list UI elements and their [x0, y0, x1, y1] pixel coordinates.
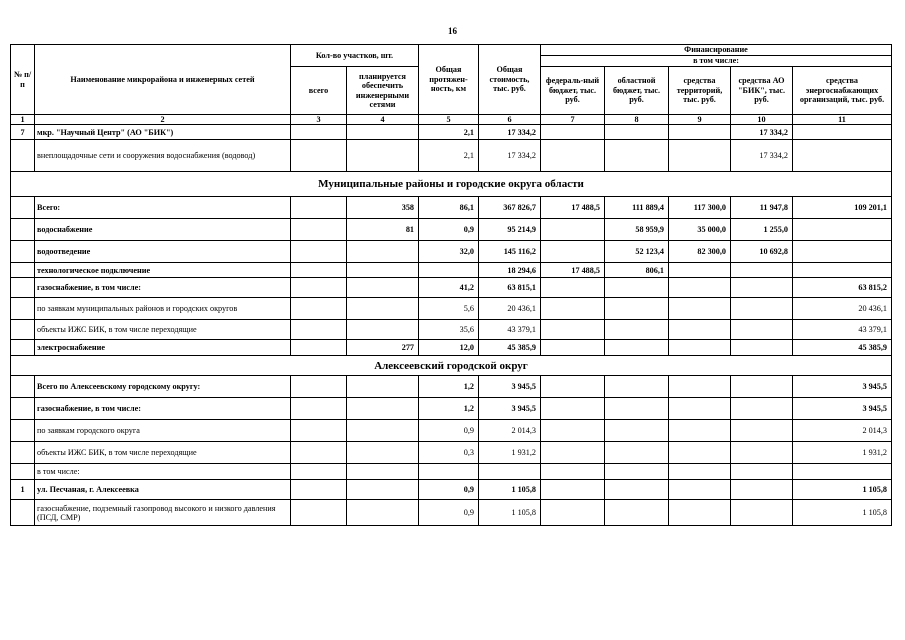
page-number: 16: [448, 26, 457, 36]
cell-length: [419, 263, 479, 278]
cell-total: [291, 263, 347, 278]
header-territory: средства территорий, тыс. руб.: [669, 67, 731, 115]
table-row: [11, 420, 892, 442]
cell-territory: [669, 480, 731, 500]
cell-length: 32,0: [419, 241, 479, 263]
cell-planned: [347, 278, 419, 298]
cell-length: 2,1: [419, 140, 479, 172]
cell-length: 2,1: [419, 125, 479, 140]
cell-bik: [731, 398, 793, 420]
table-row: [11, 376, 892, 398]
cell-territory: 35 000,0: [669, 219, 731, 241]
cell-regional: 52 123,4: [605, 241, 669, 263]
cell-length: 1,2: [419, 376, 479, 398]
cell-length: 5,6: [419, 298, 479, 320]
row-name: по заявкам городского округа: [35, 420, 291, 442]
header-no: № п/п: [11, 45, 35, 115]
column-number: 3: [291, 115, 347, 125]
row-name: Всего:: [35, 197, 291, 219]
cell-total: [291, 219, 347, 241]
column-number: 2: [35, 115, 291, 125]
cell-energy: 1 105,8: [793, 480, 892, 500]
cell-regional: [605, 125, 669, 140]
row-name: водоснабжение: [35, 219, 291, 241]
header-sections-count: Кол-во участков, шт.: [291, 45, 419, 67]
cell-cost: 95 214,9: [479, 219, 541, 241]
cell-territory: [669, 263, 731, 278]
row-number: [11, 340, 35, 356]
cell-planned: [347, 320, 419, 340]
row-number: 1: [11, 480, 35, 500]
cell-federal: [541, 278, 605, 298]
row-number: 7: [11, 125, 35, 140]
cell-territory: 117 300,0: [669, 197, 731, 219]
cell-energy: 20 436,1: [793, 298, 892, 320]
cell-cost: 3 945,5: [479, 376, 541, 398]
cell-federal: [541, 140, 605, 172]
cell-energy: 63 815,2: [793, 278, 892, 298]
cell-regional: [605, 376, 669, 398]
row-name: мкр. "Научный Центр" (АО "БИК"): [35, 125, 291, 140]
cell-planned: [347, 464, 419, 480]
cell-planned: [347, 480, 419, 500]
cell-federal: [541, 480, 605, 500]
cell-cost: 145 116,2: [479, 241, 541, 263]
cell-cost: 2 014,3: [479, 420, 541, 442]
header-name: Наименование микрорайона и инженерных сетей: [35, 45, 291, 115]
cell-federal: 17 488,5: [541, 263, 605, 278]
cell-total: [291, 376, 347, 398]
column-number: 7: [541, 115, 605, 125]
cell-territory: [669, 500, 731, 526]
cell-bik: [731, 340, 793, 356]
cell-regional: 806,1: [605, 263, 669, 278]
column-number: 1: [11, 115, 35, 125]
cell-energy: 1 931,2: [793, 442, 892, 464]
cell-planned: 277: [347, 340, 419, 356]
section-title: Муниципальные районы и городские округа области: [11, 172, 892, 197]
header-regional: областной бюджет, тыс. руб.: [605, 67, 669, 115]
row-name: газоснабжение, в том числе:: [35, 398, 291, 420]
cell-bik: [731, 442, 793, 464]
cell-energy: 43 379,1: [793, 320, 892, 340]
row-number: [11, 219, 35, 241]
cell-bik: [731, 263, 793, 278]
cell-federal: [541, 298, 605, 320]
cell-federal: [541, 420, 605, 442]
cell-territory: [669, 420, 731, 442]
cell-bik: [731, 480, 793, 500]
cell-federal: [541, 241, 605, 263]
table-row: [11, 320, 892, 340]
cell-regional: [605, 464, 669, 480]
cell-territory: [669, 398, 731, 420]
cell-total: [291, 140, 347, 172]
cell-energy: 2 014,3: [793, 420, 892, 442]
cell-bik: 17 334,2: [731, 140, 793, 172]
cell-total: [291, 480, 347, 500]
cell-length: 41,2: [419, 278, 479, 298]
cell-bik: [731, 376, 793, 398]
row-number: [11, 376, 35, 398]
cell-cost: 20 436,1: [479, 298, 541, 320]
cell-federal: 17 488,5: [541, 197, 605, 219]
table-row: [11, 464, 892, 480]
row-name: электроснабжение: [35, 340, 291, 356]
cell-planned: 81: [347, 219, 419, 241]
header-energy: средства энергоснабжающих организаций, тыс. руб.: [793, 67, 892, 115]
cell-cost: 1 931,2: [479, 442, 541, 464]
cell-federal: [541, 442, 605, 464]
row-name: в том числе:: [35, 464, 291, 480]
cell-energy: 45 385,9: [793, 340, 892, 356]
cell-bik: [731, 420, 793, 442]
cell-federal: [541, 376, 605, 398]
cell-federal: [541, 398, 605, 420]
cell-planned: [347, 420, 419, 442]
table-row: [11, 263, 892, 278]
table-row: [11, 219, 892, 241]
cell-territory: [669, 125, 731, 140]
cell-bik: 10 692,8: [731, 241, 793, 263]
row-number: [11, 500, 35, 526]
cell-length: 86,1: [419, 197, 479, 219]
row-number: [11, 464, 35, 480]
cell-territory: [669, 340, 731, 356]
cell-total: [291, 398, 347, 420]
header-cost: Общая стоимость, тыс. руб.: [479, 45, 541, 115]
row-number: [11, 278, 35, 298]
cell-territory: [669, 376, 731, 398]
cell-federal: [541, 464, 605, 480]
row-name: объекты ИЖС БИК, в том числе переходящие: [35, 442, 291, 464]
cell-planned: 358: [347, 197, 419, 219]
cell-energy: [793, 464, 892, 480]
cell-bik: [731, 464, 793, 480]
cell-total: [291, 500, 347, 526]
row-name: технологическое подключение: [35, 263, 291, 278]
cell-total: [291, 125, 347, 140]
cell-energy: 3 945,5: [793, 398, 892, 420]
header-federal: федераль-ный бюджет, тыс. руб.: [541, 67, 605, 115]
column-number: 9: [669, 115, 731, 125]
cell-energy: [793, 125, 892, 140]
cell-planned: [347, 263, 419, 278]
cell-cost: 3 945,5: [479, 398, 541, 420]
cell-bik: [731, 298, 793, 320]
cell-total: [291, 197, 347, 219]
cell-territory: [669, 278, 731, 298]
cell-length: 0,9: [419, 420, 479, 442]
cell-planned: [347, 442, 419, 464]
cell-length: 12,0: [419, 340, 479, 356]
cell-total: [291, 420, 347, 442]
cell-length: 0,3: [419, 442, 479, 464]
table-row: [11, 278, 892, 298]
cell-planned: [347, 298, 419, 320]
row-name: ул. Песчаная, г. Алексеевка: [35, 480, 291, 500]
column-number: 8: [605, 115, 669, 125]
cell-federal: [541, 125, 605, 140]
cell-bik: [731, 320, 793, 340]
cell-territory: [669, 298, 731, 320]
cell-bik: [731, 500, 793, 526]
row-name: по заявкам муниципальных районов и городских округов: [35, 298, 291, 320]
row-number: [11, 442, 35, 464]
cell-cost: 367 826,7: [479, 197, 541, 219]
cell-energy: [793, 263, 892, 278]
header-financing: Финансирование: [541, 45, 892, 56]
cell-territory: [669, 464, 731, 480]
column-number: 4: [347, 115, 419, 125]
cell-regional: [605, 320, 669, 340]
cell-cost: 18 294,6: [479, 263, 541, 278]
cell-territory: [669, 320, 731, 340]
cell-regional: [605, 500, 669, 526]
table-row: [11, 480, 892, 500]
cell-federal: [541, 219, 605, 241]
cell-territory: [669, 140, 731, 172]
cell-length: 0,9: [419, 219, 479, 241]
cell-federal: [541, 340, 605, 356]
cell-energy: 3 945,5: [793, 376, 892, 398]
column-number: 11: [793, 115, 892, 125]
cell-bik: [731, 278, 793, 298]
header-length: Общая протяжен-ность, км: [419, 45, 479, 115]
cell-cost: 63 815,1: [479, 278, 541, 298]
row-name: внеплощадочные сети и сооружения водоснабжения (водовод): [35, 140, 291, 172]
cell-regional: [605, 278, 669, 298]
row-name: объекты ИЖС БИК, в том числе переходящие: [35, 320, 291, 340]
cell-planned: [347, 398, 419, 420]
cell-length: [419, 464, 479, 480]
cell-total: [291, 464, 347, 480]
cell-planned: [347, 376, 419, 398]
cell-regional: [605, 480, 669, 500]
cell-planned: [347, 241, 419, 263]
table-row: [11, 125, 892, 140]
row-name: газоснабжение, в том числе:: [35, 278, 291, 298]
cell-total: [291, 241, 347, 263]
financing-table: [10, 44, 892, 526]
row-number: [11, 398, 35, 420]
cell-regional: 111 889,4: [605, 197, 669, 219]
table-row: [11, 298, 892, 320]
cell-planned: [347, 140, 419, 172]
cell-energy: [793, 241, 892, 263]
cell-federal: [541, 500, 605, 526]
cell-length: 35,6: [419, 320, 479, 340]
cell-bik: 1 255,0: [731, 219, 793, 241]
cell-bik: 17 334,2: [731, 125, 793, 140]
header-bik: средства АО "БИК", тыс. руб.: [731, 67, 793, 115]
table-row: [11, 340, 892, 356]
cell-bik: 11 947,8: [731, 197, 793, 219]
cell-cost: 1 105,8: [479, 480, 541, 500]
cell-energy: 109 201,1: [793, 197, 892, 219]
cell-total: [291, 298, 347, 320]
table-row: [11, 398, 892, 420]
cell-length: 1,2: [419, 398, 479, 420]
cell-federal: [541, 320, 605, 340]
row-number: [11, 197, 35, 219]
cell-total: [291, 278, 347, 298]
cell-total: [291, 320, 347, 340]
cell-length: 0,9: [419, 480, 479, 500]
cell-total: [291, 340, 347, 356]
header-including: в том числе:: [541, 56, 892, 67]
cell-cost: 43 379,1: [479, 320, 541, 340]
row-name: водоотведение: [35, 241, 291, 263]
row-number: [11, 140, 35, 172]
cell-cost: 1 105,8: [479, 500, 541, 526]
cell-regional: [605, 298, 669, 320]
cell-regional: [605, 340, 669, 356]
cell-cost: 17 334,2: [479, 140, 541, 172]
cell-territory: 82 300,0: [669, 241, 731, 263]
cell-regional: [605, 140, 669, 172]
column-number: 10: [731, 115, 793, 125]
row-number: [11, 241, 35, 263]
table-row: [11, 197, 892, 219]
row-number: [11, 320, 35, 340]
table-row: [11, 241, 892, 263]
header-total: всего: [291, 67, 347, 115]
cell-planned: [347, 125, 419, 140]
cell-regional: [605, 398, 669, 420]
cell-energy: 1 105,8: [793, 500, 892, 526]
cell-cost: 17 334,2: [479, 125, 541, 140]
cell-planned: [347, 500, 419, 526]
table-row: [11, 500, 892, 526]
column-number: 5: [419, 115, 479, 125]
cell-energy: [793, 219, 892, 241]
cell-cost: [479, 464, 541, 480]
cell-regional: 58 959,9: [605, 219, 669, 241]
cell-regional: [605, 420, 669, 442]
table-row: [11, 442, 892, 464]
cell-total: [291, 442, 347, 464]
cell-territory: [669, 442, 731, 464]
cell-regional: [605, 442, 669, 464]
table-row: [11, 140, 892, 172]
header-planned: планируется обеспечить инженерными сетями: [347, 67, 419, 115]
row-number: [11, 420, 35, 442]
row-name: Всего по Алексеевскому городскому округу:: [35, 376, 291, 398]
cell-cost: 45 385,9: [479, 340, 541, 356]
row-number: [11, 263, 35, 278]
row-number: [11, 298, 35, 320]
cell-energy: [793, 140, 892, 172]
cell-length: 0,9: [419, 500, 479, 526]
section-title: Алексеевский городской округ: [11, 356, 892, 376]
row-name: газоснабжение, подземный газопровод высокого и низкого давления (ПСД, СМР): [35, 500, 291, 526]
column-number: 6: [479, 115, 541, 125]
